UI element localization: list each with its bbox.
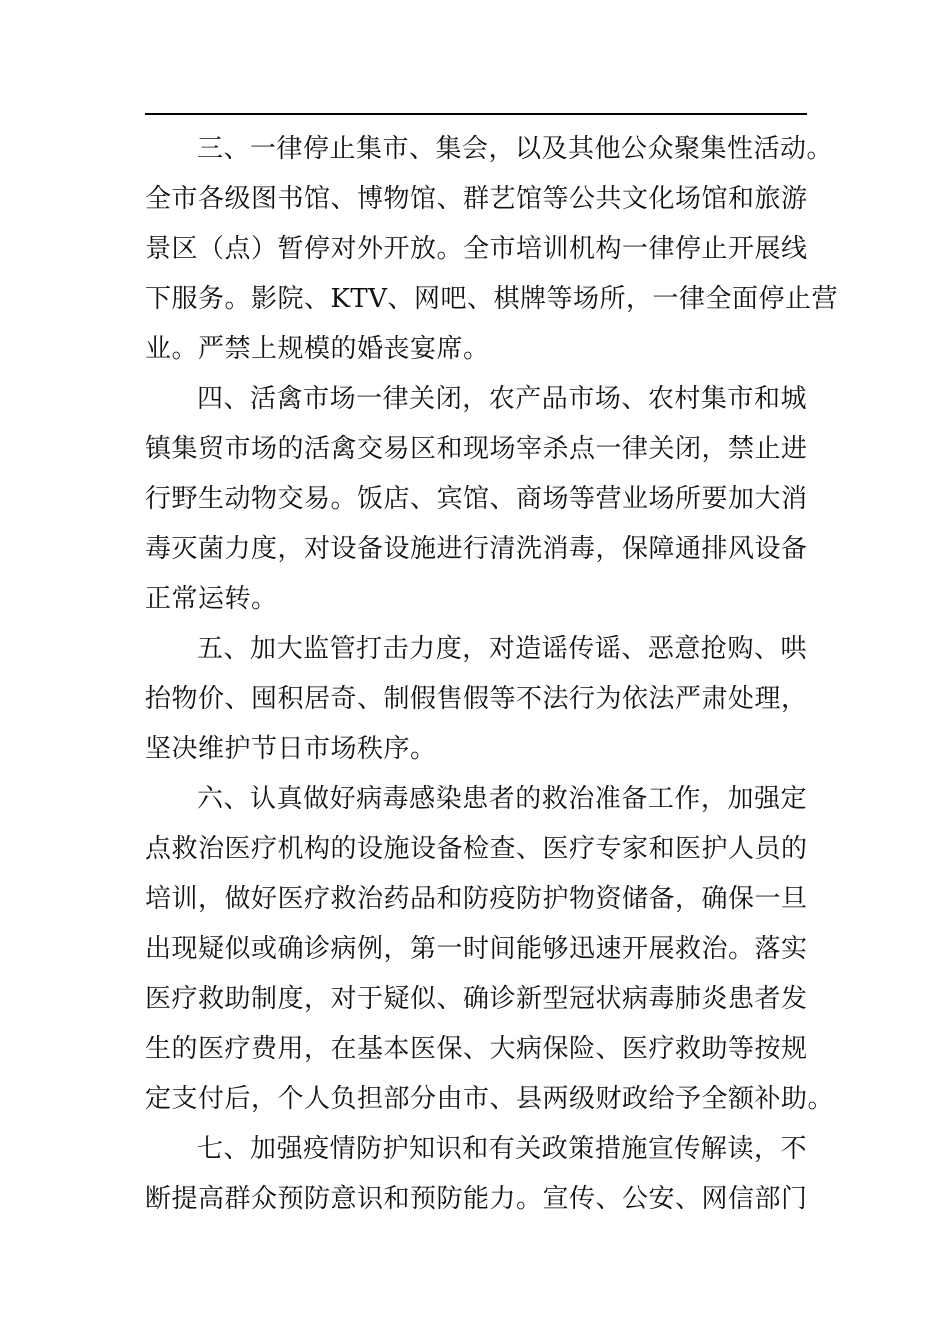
text-line: 全市各级图书馆、博物馆、群艺馆等公共文化场馆和旅游	[145, 184, 808, 214]
text-line: 断提高群众预防意识和预防能力。宣传、公安、网信部门	[145, 1184, 808, 1214]
text-line: 坚决维护节日市场秩序。	[145, 734, 437, 764]
paragraph-4	[145, 374, 807, 624]
paragraph-5	[145, 624, 807, 774]
text-line: 五、加大监管打击力度，对造谣传谣、恶意抢购、哄	[197, 634, 807, 664]
paragraph-6	[145, 774, 835, 1124]
text-line: 出现疑似或确诊病例，第一时间能够迅速开展救治。落实	[145, 934, 808, 964]
paragraph-7	[145, 1124, 807, 1224]
text-line: 行野生动物交易。饭店、宾馆、商场等营业场所要加大消	[145, 484, 808, 514]
text-line: 培训，做好医疗救治药品和防疫防护物资储备，确保一旦	[145, 884, 808, 914]
text-line: 抬物价、囤积居奇、制假售假等不法行为依法严肃处理，	[145, 684, 808, 714]
text-line: 六、认真做好病毒感染患者的救治准备工作，加强定	[197, 784, 807, 814]
text-line: 定支付后，个人负担部分由市、县两级财政给予全额补助。	[145, 1084, 835, 1114]
header-rule	[145, 113, 807, 115]
text-line: 点救治医疗机构的设施设备检查、医疗专家和医护人员的	[145, 834, 808, 864]
text-line: 生的医疗费用，在基本医保、大病保险、医疗救助等按规	[145, 1034, 808, 1064]
text-line: 四、活禽市场一律关闭，农产品市场、农村集市和城	[197, 384, 807, 414]
text-line: 下服务。影院、KTV、网吧、棋牌等场所，一律全面停止营	[145, 284, 839, 314]
paragraph-3	[145, 124, 839, 374]
text-line: 三、一律停止集市、集会，以及其他公众聚集性活动。	[197, 134, 834, 164]
text-line: 七、加强疫情防护知识和有关政策措施宣传解读，不	[197, 1134, 807, 1164]
text-line: 镇集贸市场的活禽交易区和现场宰杀点一律关闭，禁止进	[145, 434, 808, 464]
text-line: 景区（点）暂停对外开放。全市培训机构一律停止开展线	[145, 234, 808, 264]
text-line: 业。严禁上规模的婚丧宴席。	[145, 334, 490, 364]
text-line: 医疗救助制度，对于疑似、确诊新型冠状病毒肺炎患者发	[145, 984, 808, 1014]
text-line: 毒灭菌力度，对设备设施进行清洗消毒，保障通排风设备	[145, 534, 808, 564]
document-body	[145, 124, 839, 1224]
text-line: 正常运转。	[145, 584, 278, 614]
